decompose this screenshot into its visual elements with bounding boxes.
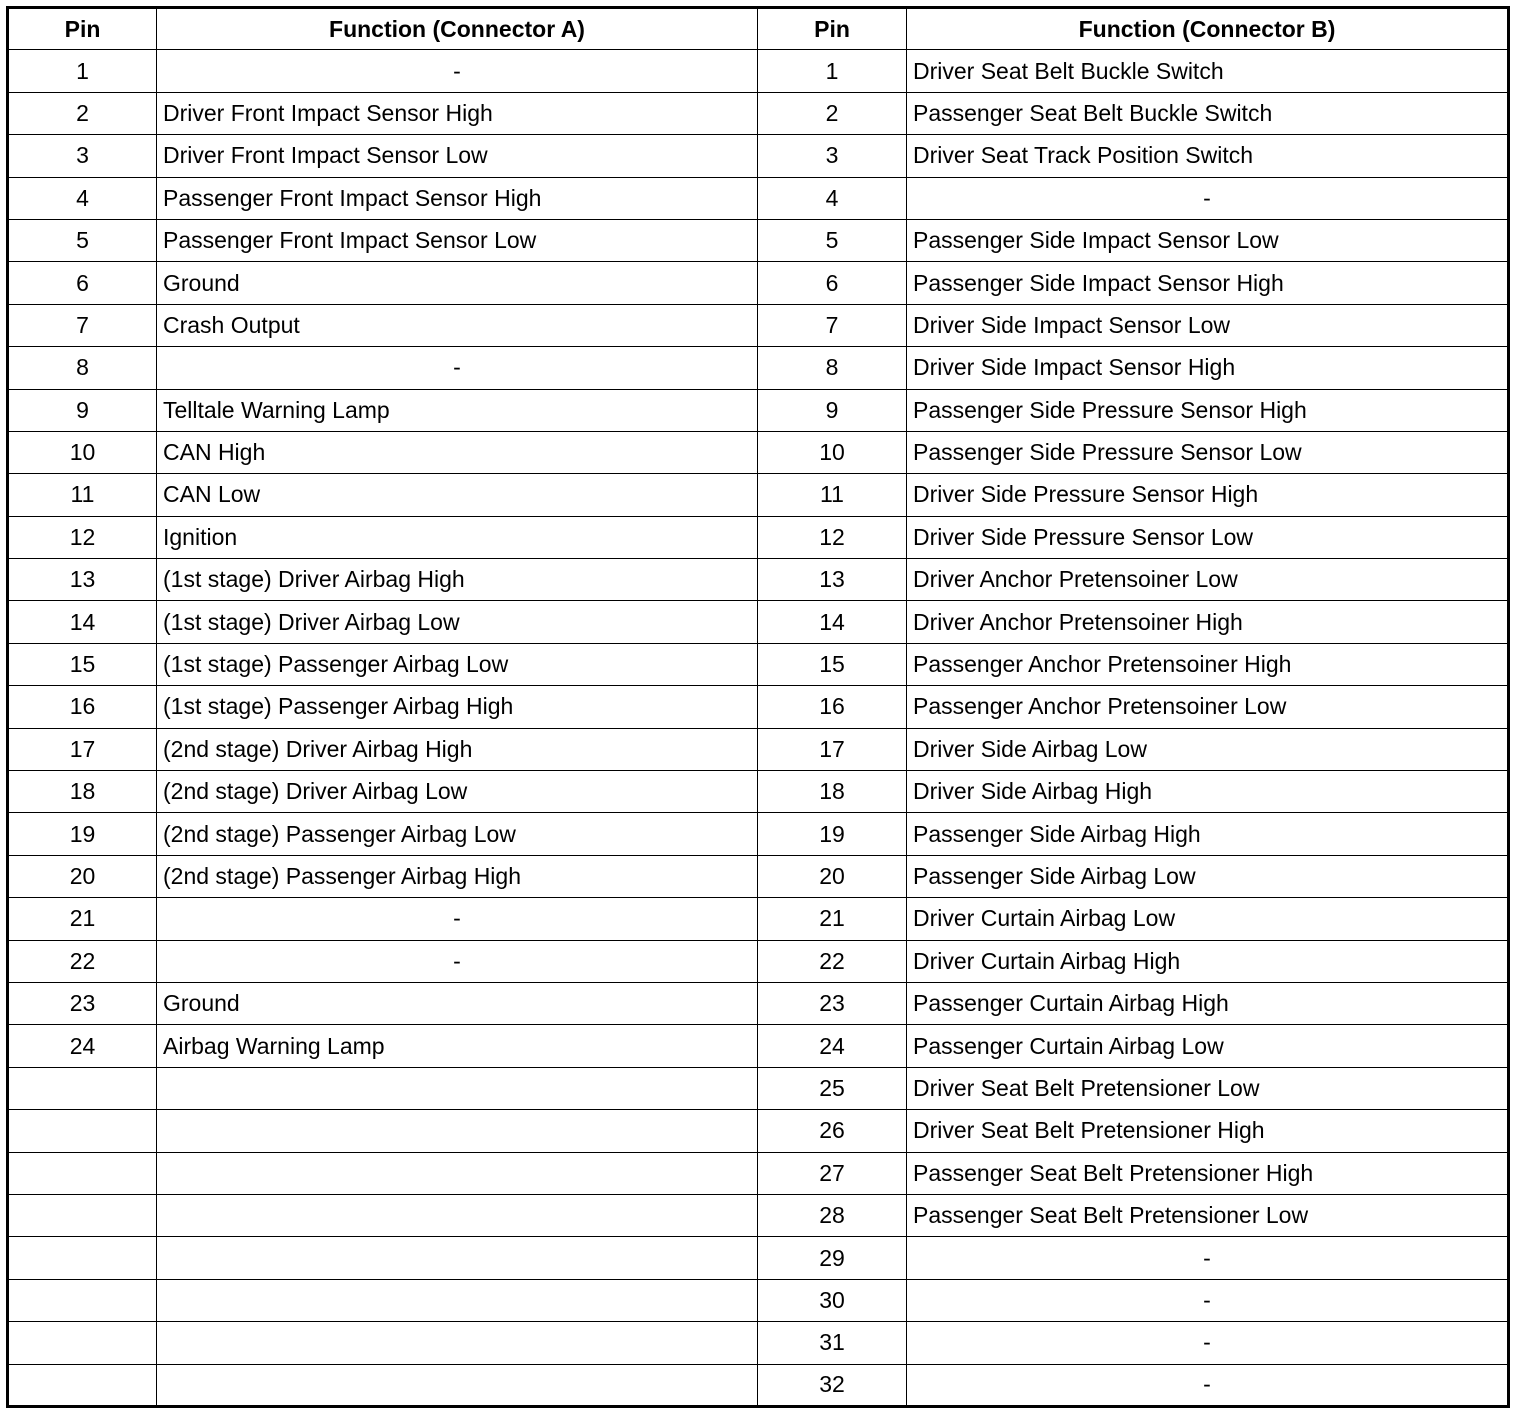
pin-a-cell: 23: [8, 982, 157, 1024]
function-a-cell: [157, 1322, 758, 1364]
function-b-cell: -: [907, 1322, 1509, 1364]
table-row: [8, 559, 1509, 601]
pin-a-cell: 21: [8, 898, 157, 940]
function-b-cell: Passenger Side Airbag High: [907, 813, 1509, 855]
pin-b-cell: 24: [758, 1025, 907, 1067]
function-b-cell: Driver Side Pressure Sensor Low: [907, 516, 1509, 558]
pin-a-cell: 9: [8, 389, 157, 431]
pin-a-cell: 24: [8, 1025, 157, 1067]
table-row: [8, 474, 1509, 516]
pin-a-cell: [8, 1194, 157, 1236]
function-a-cell: [157, 1194, 758, 1236]
function-a-cell: -: [157, 50, 758, 92]
function-a-cell: [157, 1110, 758, 1152]
function-b-cell: Passenger Seat Belt Buckle Switch: [907, 92, 1509, 134]
function-a-cell: Driver Front Impact Sensor Low: [157, 135, 758, 177]
table-row: [8, 982, 1509, 1024]
pin-a-cell: 5: [8, 219, 157, 261]
function-a-cell: Ground: [157, 982, 758, 1024]
table-row: [8, 855, 1509, 897]
pin-a-cell: 18: [8, 771, 157, 813]
pin-b-cell: 29: [758, 1237, 907, 1279]
function-b-cell: Driver Curtain Airbag Low: [907, 898, 1509, 940]
table-row: [8, 813, 1509, 855]
function-a-cell: (2nd stage) Passenger Airbag Low: [157, 813, 758, 855]
function-b-cell: -: [907, 177, 1509, 219]
function-a-cell: Telltale Warning Lamp: [157, 389, 758, 431]
function-a-cell: Passenger Front Impact Sensor Low: [157, 219, 758, 261]
table-row: [8, 347, 1509, 389]
function-b-cell: Driver Anchor Pretensoiner Low: [907, 559, 1509, 601]
header-pin-a: Pin: [8, 8, 157, 50]
table-row: [8, 431, 1509, 473]
function-a-cell: [157, 1279, 758, 1321]
pin-b-cell: 22: [758, 940, 907, 982]
table-row: [8, 516, 1509, 558]
pin-b-cell: 32: [758, 1364, 907, 1406]
pin-a-cell: [8, 1364, 157, 1406]
function-a-cell: (2nd stage) Driver Airbag Low: [157, 771, 758, 813]
table-row: [8, 50, 1509, 92]
pin-b-cell: 21: [758, 898, 907, 940]
function-b-cell: Passenger Side Impact Sensor High: [907, 262, 1509, 304]
function-b-cell: Driver Seat Belt Pretensioner High: [907, 1110, 1509, 1152]
pin-a-cell: 22: [8, 940, 157, 982]
table-body: [8, 50, 1509, 1407]
header-row: [8, 8, 1509, 50]
table-row: [8, 940, 1509, 982]
function-a-cell: CAN Low: [157, 474, 758, 516]
function-b-cell: Driver Side Airbag Low: [907, 728, 1509, 770]
pin-b-cell: 14: [758, 601, 907, 643]
table-row: [8, 898, 1509, 940]
pin-a-cell: 10: [8, 431, 157, 473]
function-b-cell: Passenger Anchor Pretensoiner High: [907, 643, 1509, 685]
pin-b-cell: 10: [758, 431, 907, 473]
function-b-cell: -: [907, 1279, 1509, 1321]
table-row: [8, 1110, 1509, 1152]
table-row: [8, 1364, 1509, 1406]
table-row: [8, 219, 1509, 261]
function-b-cell: Passenger Side Impact Sensor Low: [907, 219, 1509, 261]
function-a-cell: (2nd stage) Driver Airbag High: [157, 728, 758, 770]
table-row: [8, 601, 1509, 643]
pin-b-cell: 19: [758, 813, 907, 855]
pin-b-cell: 15: [758, 643, 907, 685]
function-b-cell: Driver Side Impact Sensor High: [907, 347, 1509, 389]
pin-b-cell: 26: [758, 1110, 907, 1152]
header-function-b: Function (Connector B): [907, 8, 1509, 50]
pin-b-cell: 31: [758, 1322, 907, 1364]
function-a-cell: Crash Output: [157, 304, 758, 346]
table-row: [8, 262, 1509, 304]
pin-b-cell: 8: [758, 347, 907, 389]
pin-a-cell: [8, 1237, 157, 1279]
table-row: [8, 1279, 1509, 1321]
table-row: [8, 1237, 1509, 1279]
function-a-cell: Passenger Front Impact Sensor High: [157, 177, 758, 219]
table-row: [8, 1194, 1509, 1236]
pin-b-cell: 2: [758, 92, 907, 134]
pin-b-cell: 7: [758, 304, 907, 346]
pin-b-cell: 3: [758, 135, 907, 177]
table-row: [8, 135, 1509, 177]
function-a-cell: (1st stage) Passenger Airbag Low: [157, 643, 758, 685]
pin-a-cell: 2: [8, 92, 157, 134]
function-a-cell: [157, 1152, 758, 1194]
pin-b-cell: 6: [758, 262, 907, 304]
function-a-cell: Airbag Warning Lamp: [157, 1025, 758, 1067]
function-a-cell: (1st stage) Driver Airbag High: [157, 559, 758, 601]
function-b-cell: -: [907, 1237, 1509, 1279]
function-b-cell: Passenger Curtain Airbag Low: [907, 1025, 1509, 1067]
table-row: [8, 177, 1509, 219]
pin-a-cell: 12: [8, 516, 157, 558]
pin-a-cell: [8, 1279, 157, 1321]
pin-function-table: [6, 6, 1510, 1408]
function-a-cell: -: [157, 347, 758, 389]
table-row: [8, 686, 1509, 728]
function-a-cell: -: [157, 940, 758, 982]
pin-a-cell: 8: [8, 347, 157, 389]
function-a-cell: (1st stage) Passenger Airbag High: [157, 686, 758, 728]
table-row: [8, 771, 1509, 813]
table-row: [8, 1025, 1509, 1067]
function-a-cell: -: [157, 898, 758, 940]
function-b-cell: Driver Curtain Airbag High: [907, 940, 1509, 982]
table-row: [8, 1067, 1509, 1109]
pin-b-cell: 16: [758, 686, 907, 728]
pin-a-cell: 3: [8, 135, 157, 177]
function-b-cell: Passenger Side Pressure Sensor High: [907, 389, 1509, 431]
pin-a-cell: 15: [8, 643, 157, 685]
function-b-cell: Passenger Seat Belt Pretensioner High: [907, 1152, 1509, 1194]
function-a-cell: [157, 1237, 758, 1279]
function-a-cell: Ground: [157, 262, 758, 304]
pin-b-cell: 28: [758, 1194, 907, 1236]
table-row: [8, 643, 1509, 685]
pin-b-cell: 12: [758, 516, 907, 558]
function-b-cell: Passenger Seat Belt Pretensioner Low: [907, 1194, 1509, 1236]
table-row: [8, 1152, 1509, 1194]
pin-a-cell: 1: [8, 50, 157, 92]
function-b-cell: Driver Seat Track Position Switch: [907, 135, 1509, 177]
table-row: [8, 304, 1509, 346]
header-function-a: Function (Connector A): [157, 8, 758, 50]
pin-a-cell: 13: [8, 559, 157, 601]
pin-a-cell: [8, 1110, 157, 1152]
pin-a-cell: 4: [8, 177, 157, 219]
pin-a-cell: 7: [8, 304, 157, 346]
function-a-cell: (2nd stage) Passenger Airbag High: [157, 855, 758, 897]
function-b-cell: Driver Side Pressure Sensor High: [907, 474, 1509, 516]
pin-b-cell: 25: [758, 1067, 907, 1109]
function-b-cell: Passenger Anchor Pretensoiner Low: [907, 686, 1509, 728]
table-row: [8, 92, 1509, 134]
pin-b-cell: 23: [758, 982, 907, 1024]
table-row: [8, 1322, 1509, 1364]
pin-a-cell: 6: [8, 262, 157, 304]
pin-b-cell: 30: [758, 1279, 907, 1321]
function-a-cell: CAN High: [157, 431, 758, 473]
function-b-cell: Driver Anchor Pretensoiner High: [907, 601, 1509, 643]
pin-a-cell: 17: [8, 728, 157, 770]
function-b-cell: Driver Side Airbag High: [907, 771, 1509, 813]
function-a-cell: (1st stage) Driver Airbag Low: [157, 601, 758, 643]
function-a-cell: [157, 1067, 758, 1109]
pin-b-cell: 1: [758, 50, 907, 92]
function-b-cell: Passenger Side Pressure Sensor Low: [907, 431, 1509, 473]
pin-a-cell: 14: [8, 601, 157, 643]
function-b-cell: Passenger Curtain Airbag High: [907, 982, 1509, 1024]
function-b-cell: Passenger Side Airbag Low: [907, 855, 1509, 897]
pin-a-cell: [8, 1152, 157, 1194]
pin-a-cell: 19: [8, 813, 157, 855]
pin-b-cell: 17: [758, 728, 907, 770]
pin-a-cell: [8, 1322, 157, 1364]
table-row: [8, 389, 1509, 431]
pin-b-cell: 18: [758, 771, 907, 813]
function-b-cell: Driver Seat Belt Buckle Switch: [907, 50, 1509, 92]
table-header: [8, 8, 1509, 50]
pin-b-cell: 20: [758, 855, 907, 897]
function-a-cell: [157, 1364, 758, 1406]
table-row: [8, 728, 1509, 770]
function-b-cell: -: [907, 1364, 1509, 1406]
pin-b-cell: 9: [758, 389, 907, 431]
pin-b-cell: 4: [758, 177, 907, 219]
pin-b-cell: 13: [758, 559, 907, 601]
pin-a-cell: 16: [8, 686, 157, 728]
pin-a-cell: [8, 1067, 157, 1109]
function-a-cell: Ignition: [157, 516, 758, 558]
pin-a-cell: 11: [8, 474, 157, 516]
function-a-cell: Driver Front Impact Sensor High: [157, 92, 758, 134]
pin-b-cell: 27: [758, 1152, 907, 1194]
pin-b-cell: 5: [758, 219, 907, 261]
function-b-cell: Driver Side Impact Sensor Low: [907, 304, 1509, 346]
function-b-cell: Driver Seat Belt Pretensioner Low: [907, 1067, 1509, 1109]
header-pin-b: Pin: [758, 8, 907, 50]
pin-a-cell: 20: [8, 855, 157, 897]
pin-b-cell: 11: [758, 474, 907, 516]
